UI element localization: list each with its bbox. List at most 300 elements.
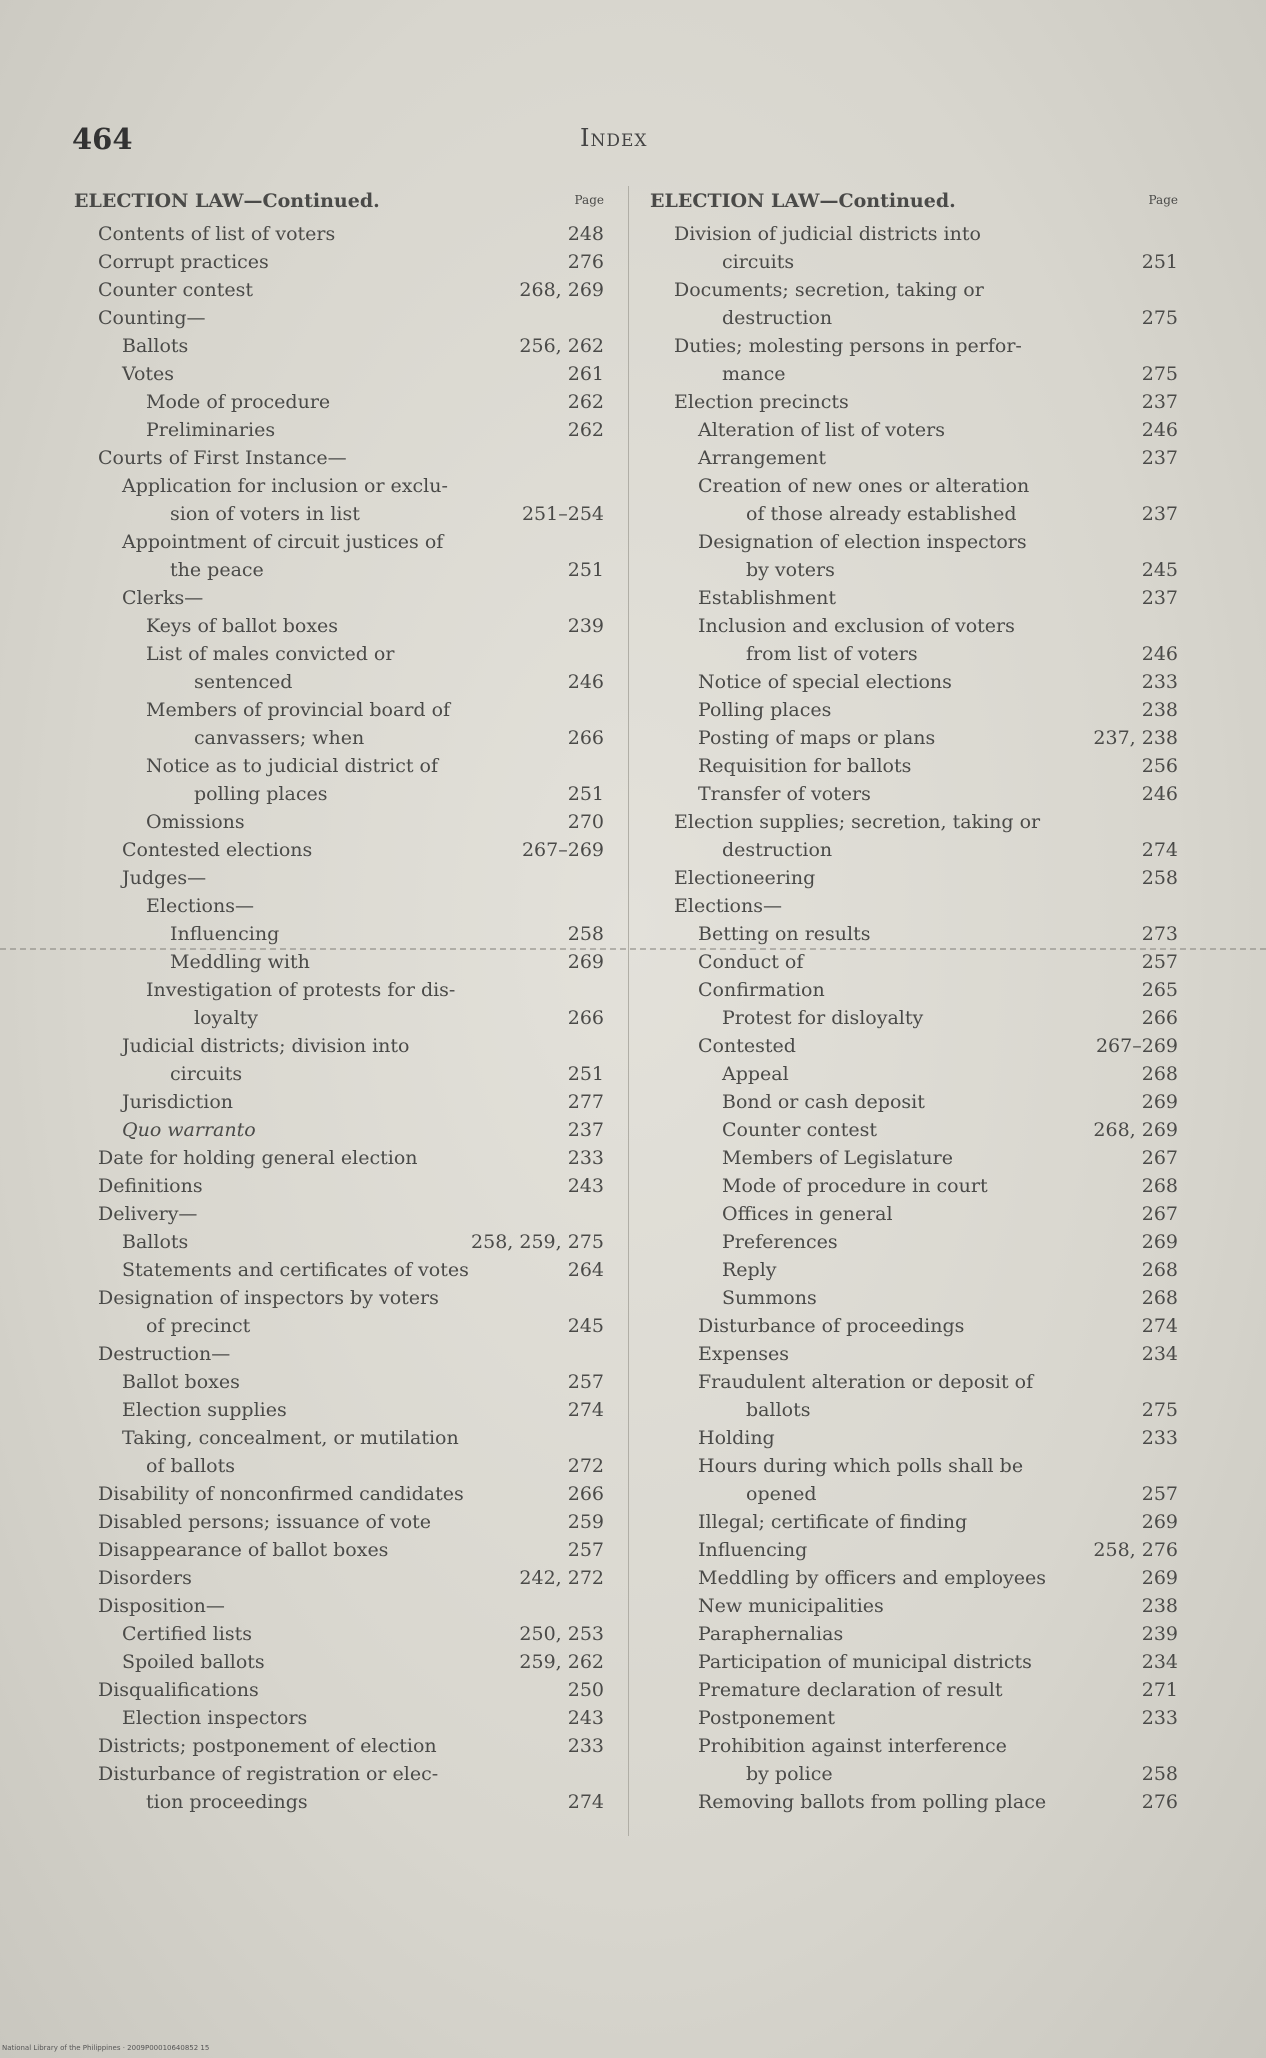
index-entry xyxy=(650,1564,1178,1592)
index-entry xyxy=(74,1060,604,1088)
index-entry-text: Appointment of circuit justices of xyxy=(122,531,444,553)
index-entry-page: 237 xyxy=(1141,587,1178,609)
index-entry-text: Election supplies xyxy=(122,1399,287,1421)
index-entry-text: Confirmation xyxy=(698,979,825,1001)
column-divider xyxy=(628,186,629,1836)
index-entry-page: 245 xyxy=(1141,559,1178,581)
index-entry-page: 250, 253 xyxy=(519,1623,604,1645)
index-entry-text: Ballots xyxy=(122,335,189,357)
index-entry-text: Requisition for ballots xyxy=(698,755,912,777)
index-entry-text: Holding xyxy=(698,1427,775,1449)
index-entry-text: Disabled persons; issuance of vote xyxy=(98,1511,432,1533)
index-entry-text: tion proceedings xyxy=(146,1791,308,1813)
index-entry xyxy=(74,1312,604,1340)
index-entry xyxy=(74,612,604,640)
index-entry xyxy=(74,1200,604,1228)
index-entry-text: New municipalities xyxy=(698,1595,884,1617)
index-entry-page: 265 xyxy=(1141,979,1178,1001)
index-entry-page: 258 xyxy=(567,923,604,945)
index-entry-text: Omissions xyxy=(146,811,245,833)
index-entry-text: by voters xyxy=(746,559,835,581)
index-entry-text: Transfer of voters xyxy=(698,783,871,805)
index-entry-page: 258 xyxy=(1141,867,1178,889)
index-entry-page: 276 xyxy=(1141,1791,1178,1813)
index-entry-text: Courts of First Instance— xyxy=(98,447,347,469)
index-entry-text: Summons xyxy=(722,1287,817,1309)
index-entry-page: 258, 276 xyxy=(1093,1539,1178,1561)
index-entry-text: Election supplies; secretion, taking or xyxy=(674,811,1041,833)
right-page-label: Page xyxy=(1148,193,1178,207)
index-entry-page: 267–269 xyxy=(521,839,604,861)
index-entry-page: 269 xyxy=(1141,1231,1178,1253)
index-entry xyxy=(650,1704,1178,1732)
index-entry-page: 267–269 xyxy=(1095,1035,1178,1057)
index-entry-page: 274 xyxy=(1141,1315,1178,1337)
index-entry-page: 238 xyxy=(1141,1595,1178,1617)
index-entry-text: Arrangement xyxy=(698,447,826,469)
index-entry xyxy=(650,1368,1178,1396)
index-entry-page: 245 xyxy=(567,1315,604,1337)
index-entry xyxy=(650,1536,1178,1564)
index-entry-text: Preferences xyxy=(722,1231,838,1253)
index-entry-text: Disturbance of proceedings xyxy=(698,1315,965,1337)
index-entry xyxy=(74,500,604,528)
index-entry xyxy=(74,1704,604,1732)
index-entry-text: List of males convicted or xyxy=(146,643,395,665)
index-entry xyxy=(74,780,604,808)
index-entry-page: 237 xyxy=(1141,503,1178,525)
index-entry xyxy=(74,416,604,444)
right-column-heading: ELECTION LAW—Continued. xyxy=(650,190,956,212)
index-entry-text: mance xyxy=(722,363,786,385)
index-entry xyxy=(650,752,1178,780)
index-entry-text: Prohibition against interference xyxy=(698,1735,1007,1757)
index-entry xyxy=(74,1592,604,1620)
index-entry xyxy=(650,1144,1178,1172)
index-entry-page: 271 xyxy=(1141,1679,1178,1701)
index-entry xyxy=(650,1228,1178,1256)
index-entry-page: 270 xyxy=(567,811,604,833)
index-entry-text: Statements and certificates of votes xyxy=(122,1259,469,1281)
index-entry xyxy=(650,556,1178,584)
index-entry-text: Removing ballots from polling place xyxy=(698,1791,1047,1813)
index-entry-text: Elections— xyxy=(146,895,254,917)
index-entry xyxy=(650,920,1178,948)
index-entry-page: 261 xyxy=(567,363,604,385)
index-entry-text: Participation of municipal districts xyxy=(698,1651,1032,1673)
index-entry-text: Conduct of xyxy=(698,951,804,973)
index-entry-text: canvassers; when xyxy=(194,727,365,749)
index-entry xyxy=(650,1620,1178,1648)
index-entry-text: Delivery— xyxy=(98,1203,198,1225)
index-entry-text: Districts; postponement of election xyxy=(98,1735,437,1757)
index-entry-page: 275 xyxy=(1141,307,1178,329)
index-entry-page: 268 xyxy=(1141,1175,1178,1197)
index-entry-page: 233 xyxy=(1141,1707,1178,1729)
index-entry xyxy=(74,304,604,332)
index-entry xyxy=(74,1480,604,1508)
index-entry xyxy=(74,1508,604,1536)
index-entry-text: Counter contest xyxy=(98,279,254,301)
index-entry-page: 266 xyxy=(567,1483,604,1505)
index-entry-page: 266 xyxy=(567,727,604,749)
index-entry-page: 251 xyxy=(567,783,604,805)
index-entry xyxy=(74,1676,604,1704)
index-entry xyxy=(74,1284,604,1312)
index-entry xyxy=(650,1340,1178,1368)
index-entry-page: 268 xyxy=(1141,1287,1178,1309)
page-number: 464 xyxy=(72,122,133,156)
index-entry-text: Votes xyxy=(122,363,175,385)
index-entry-page: 257 xyxy=(567,1539,604,1561)
index-entry-text: Election inspectors xyxy=(122,1707,308,1729)
index-entry-text: Clerks— xyxy=(122,587,204,609)
index-entry xyxy=(650,1396,1178,1424)
index-entry-text: Certified lists xyxy=(122,1623,252,1645)
index-entry xyxy=(650,1732,1178,1760)
index-entry xyxy=(650,1256,1178,1284)
index-entry-text: Protest for disloyalty xyxy=(722,1007,924,1029)
index-entry-text: Illegal; certificate of finding xyxy=(698,1511,968,1533)
index-entry-page: 233 xyxy=(1141,671,1178,693)
index-entry xyxy=(650,1592,1178,1620)
index-entry xyxy=(74,1228,604,1256)
index-entry xyxy=(74,1172,604,1200)
index-entry xyxy=(650,304,1178,332)
index-entry xyxy=(650,1788,1178,1816)
index-entry-text: Judges— xyxy=(122,867,207,889)
index-entry xyxy=(650,976,1178,1004)
index-entry-page: 243 xyxy=(567,1707,604,1729)
index-entry-text: Polling places xyxy=(698,699,832,721)
index-entry-page: 251 xyxy=(567,1063,604,1085)
index-entry xyxy=(650,892,1178,920)
index-entry-text: Contents of list of voters xyxy=(98,223,336,245)
index-entry-text: Members of provincial board of xyxy=(146,699,451,721)
index-entry xyxy=(650,696,1178,724)
index-entry-text: the peace xyxy=(170,559,264,581)
index-entry-text: Jurisdiction xyxy=(122,1091,234,1113)
index-entry-page: 237 xyxy=(1141,391,1178,413)
index-entry xyxy=(650,388,1178,416)
index-entry-text: Influencing xyxy=(698,1539,808,1561)
index-entry-text: Judicial districts; division into xyxy=(122,1035,410,1057)
index-entry xyxy=(650,1760,1178,1788)
left-column-heading-row xyxy=(74,190,604,218)
index-entry xyxy=(74,556,604,584)
index-entry xyxy=(650,1032,1178,1060)
index-entry xyxy=(650,472,1178,500)
index-entry-page: 243 xyxy=(567,1175,604,1197)
index-entry-page: 246 xyxy=(1141,643,1178,665)
index-entry-page: 268, 269 xyxy=(519,279,604,301)
index-entry-page: 238 xyxy=(1141,699,1178,721)
index-entry-page: 251–254 xyxy=(521,503,604,525)
index-entry xyxy=(74,836,604,864)
index-entry-page: 250 xyxy=(567,1679,604,1701)
index-entry xyxy=(74,1564,604,1592)
index-entry xyxy=(74,248,604,276)
index-entry xyxy=(650,500,1178,528)
index-entry-text: sion of voters in list xyxy=(170,503,360,525)
index-entry xyxy=(74,360,604,388)
index-entry-page: 233 xyxy=(567,1735,604,1757)
index-entry xyxy=(74,220,604,248)
index-entry-text: Disorders xyxy=(98,1567,192,1589)
index-entry xyxy=(74,1788,604,1816)
index-entry xyxy=(650,276,1178,304)
index-entry-text: destruction xyxy=(722,307,833,329)
index-entry xyxy=(650,360,1178,388)
index-entry-text: Disposition— xyxy=(98,1595,225,1617)
right-index-column xyxy=(650,190,1178,1816)
index-entry-page: 246 xyxy=(1141,783,1178,805)
index-entry-page: 257 xyxy=(1141,1483,1178,1505)
index-entry-text: of those already established xyxy=(746,503,1017,525)
running-head: Index xyxy=(580,124,648,152)
index-entry-text: Fraudulent alteration or deposit of xyxy=(698,1371,1034,1393)
index-entry xyxy=(650,1648,1178,1676)
index-entry xyxy=(74,1452,604,1480)
index-entry-text: Keys of ballot boxes xyxy=(146,615,339,637)
index-entry xyxy=(74,1424,604,1452)
index-entry-page: 268, 269 xyxy=(1093,1119,1178,1141)
left-entries-list xyxy=(74,220,604,1816)
index-entry-page: 258 xyxy=(1141,1763,1178,1785)
index-entry-text: Designation of inspectors by voters xyxy=(98,1287,439,1309)
index-entry xyxy=(650,808,1178,836)
index-entry xyxy=(74,1368,604,1396)
index-entry xyxy=(650,1676,1178,1704)
index-entry-page: 234 xyxy=(1141,1343,1178,1365)
index-entry xyxy=(74,1732,604,1760)
index-entry-text: Designation of election inspectors xyxy=(698,531,1027,553)
index-entry-text: opened xyxy=(746,1483,817,1505)
index-entry-text: of precinct xyxy=(146,1315,251,1337)
index-entry-page: 272 xyxy=(567,1455,604,1477)
index-entry xyxy=(650,444,1178,472)
index-entry-page: 274 xyxy=(1141,839,1178,861)
index-entry xyxy=(74,388,604,416)
index-entry-text: Disqualifications xyxy=(98,1679,259,1701)
index-entry-text: Expenses xyxy=(698,1343,789,1365)
index-entry-text: Elections— xyxy=(674,895,782,917)
index-entry-text: Offices in general xyxy=(722,1203,893,1225)
index-entry-text: circuits xyxy=(722,251,795,273)
index-entry-page: 256 xyxy=(1141,755,1178,777)
index-entry-text: Mode of procedure xyxy=(146,391,331,413)
left-index-column xyxy=(74,190,604,1816)
right-column-heading-row xyxy=(650,190,1178,218)
index-entry-text: Quo warranto xyxy=(122,1119,256,1141)
index-entry xyxy=(74,1396,604,1424)
index-entry xyxy=(74,444,604,472)
index-entry-page: 269 xyxy=(1141,1511,1178,1533)
index-entry-text: Destruction— xyxy=(98,1343,231,1365)
index-entry-text: Premature declaration of result xyxy=(698,1679,1003,1701)
index-entry-page: 234 xyxy=(1141,1651,1178,1673)
index-entry-text: Posting of maps or plans xyxy=(698,727,936,749)
index-entry-text: Election precincts xyxy=(674,391,849,413)
index-entry-page: 259, 262 xyxy=(519,1651,604,1673)
index-entry xyxy=(650,220,1178,248)
index-entry xyxy=(74,920,604,948)
index-entry xyxy=(650,724,1178,752)
index-entry-page: 274 xyxy=(567,1399,604,1421)
index-entry-page: 258, 259, 275 xyxy=(471,1231,604,1253)
index-entry xyxy=(650,836,1178,864)
index-entry-page: 237, 238 xyxy=(1093,727,1178,749)
left-page-label: Page xyxy=(574,193,604,207)
index-entry xyxy=(74,472,604,500)
index-entry xyxy=(650,1452,1178,1480)
index-entry-text: loyalty xyxy=(194,1007,259,1029)
index-entry-page: 233 xyxy=(567,1147,604,1169)
page-crease xyxy=(0,948,1266,956)
index-entry xyxy=(650,1060,1178,1088)
index-entry-text: by police xyxy=(746,1763,833,1785)
index-entry-text: polling places xyxy=(194,783,328,805)
index-entry-text: Counter contest xyxy=(722,1119,878,1141)
index-entry xyxy=(74,640,604,668)
index-entry-page: 237 xyxy=(1141,447,1178,469)
index-entry-page: 267 xyxy=(1141,1203,1178,1225)
index-entry-text: Corrupt practices xyxy=(98,251,269,273)
index-entry xyxy=(650,528,1178,556)
index-entry xyxy=(74,528,604,556)
index-entry xyxy=(650,1312,1178,1340)
index-entry xyxy=(650,416,1178,444)
index-entry-text: Betting on results xyxy=(698,923,871,945)
index-entry-text: Disability of nonconfirmed candidates xyxy=(98,1483,464,1505)
index-entry-page: 239 xyxy=(1141,1623,1178,1645)
index-entry xyxy=(650,248,1178,276)
index-entry-page: 256, 262 xyxy=(519,335,604,357)
index-entry-text: Inclusion and exclusion of voters xyxy=(698,615,1015,637)
index-entry xyxy=(74,1088,604,1116)
index-entry xyxy=(74,1648,604,1676)
index-entry xyxy=(650,1116,1178,1144)
index-entry-page: 273 xyxy=(1141,923,1178,945)
index-entry xyxy=(650,780,1178,808)
index-entry-page: 262 xyxy=(567,419,604,441)
index-entry-page: 269 xyxy=(1141,1091,1178,1113)
index-entry-text: Appeal xyxy=(722,1063,789,1085)
index-entry xyxy=(74,1620,604,1648)
index-entry-text: Spoiled ballots xyxy=(122,1651,265,1673)
index-entry-text: Ballot boxes xyxy=(122,1371,240,1393)
index-entry xyxy=(74,332,604,360)
index-entry xyxy=(650,1508,1178,1536)
index-entry-page: 277 xyxy=(567,1091,604,1113)
index-entry-text: of ballots xyxy=(146,1455,235,1477)
index-entry-text: Postponement xyxy=(698,1707,836,1729)
index-entry xyxy=(650,1172,1178,1200)
index-entry-text: Influencing xyxy=(170,923,280,945)
index-entry-page: 269 xyxy=(1141,1567,1178,1589)
index-entry xyxy=(74,1144,604,1172)
index-entry-text: Counting— xyxy=(98,307,206,329)
index-entry xyxy=(74,1004,604,1032)
scan-footer: National Library of the Philippines · 2009P00010640852 15 xyxy=(2,2044,210,2052)
index-entry-page: 266 xyxy=(567,1007,604,1029)
index-entry-text: Preliminaries xyxy=(146,419,276,441)
index-entry-text: Bond or cash deposit xyxy=(722,1091,925,1113)
index-entry xyxy=(650,640,1178,668)
index-entry-page: 259 xyxy=(567,1511,604,1533)
index-entry xyxy=(74,1032,604,1060)
index-entry xyxy=(650,668,1178,696)
index-entry xyxy=(74,1256,604,1284)
index-entry-page: 251 xyxy=(567,559,604,581)
right-entries-list xyxy=(650,220,1178,1816)
index-entry-page: 269 xyxy=(567,951,604,973)
index-entry-text: Application for inclusion or exclu- xyxy=(122,475,448,497)
index-entry-page: 237 xyxy=(567,1119,604,1141)
index-entry xyxy=(650,1004,1178,1032)
index-entry-page: 274 xyxy=(567,1791,604,1813)
index-entry-text: circuits xyxy=(170,1063,243,1085)
index-entry xyxy=(74,892,604,920)
index-entry-page: 248 xyxy=(567,223,604,245)
index-entry-text: Creation of new ones or alteration xyxy=(698,475,1030,497)
index-entry-page: 266 xyxy=(1141,1007,1178,1029)
index-entry-text: Mode of procedure in court xyxy=(722,1175,988,1197)
index-entry-text: Notice as to judicial district of xyxy=(146,755,439,777)
index-entry-text: Division of judicial districts into xyxy=(674,223,981,245)
index-entry-page: 257 xyxy=(1141,951,1178,973)
index-entry-text: Paraphernalias xyxy=(698,1623,844,1645)
index-entry xyxy=(650,584,1178,612)
index-entry-page: 242, 272 xyxy=(519,1567,604,1589)
index-entry-text: Reply xyxy=(722,1259,777,1281)
index-entry-text: Hours during which polls shall be xyxy=(698,1455,1024,1477)
index-entry-page: 251 xyxy=(1141,251,1178,273)
index-entry-page: 268 xyxy=(1141,1259,1178,1281)
index-entry xyxy=(650,1480,1178,1508)
index-entry-text: Disappearance of ballot boxes xyxy=(98,1539,389,1561)
index-entry-text: Establishment xyxy=(698,587,837,609)
index-entry xyxy=(74,976,604,1004)
index-entry xyxy=(74,584,604,612)
index-entry-text: ballots xyxy=(746,1399,811,1421)
index-entry xyxy=(650,1088,1178,1116)
index-entry-page: 262 xyxy=(567,391,604,413)
index-entry-page: 268 xyxy=(1141,1063,1178,1085)
index-entry-page: 275 xyxy=(1141,1399,1178,1421)
index-entry-text: destruction xyxy=(722,839,833,861)
index-entry-page: 246 xyxy=(567,671,604,693)
index-entry-text: Date for holding general election xyxy=(98,1147,418,1169)
index-entry-page: 264 xyxy=(567,1259,604,1281)
index-entry xyxy=(74,864,604,892)
index-entry-text: Meddling by officers and employees xyxy=(698,1567,1047,1589)
index-entry-text: Contested elections xyxy=(122,839,313,861)
index-entry xyxy=(74,724,604,752)
index-entry-page: 276 xyxy=(567,251,604,273)
index-entry xyxy=(650,864,1178,892)
index-entry xyxy=(650,612,1178,640)
index-entry-text: Meddling with xyxy=(170,951,310,973)
index-entry-text: Electioneering xyxy=(674,867,816,889)
index-entry-text: sentenced xyxy=(194,671,293,693)
index-entry xyxy=(650,1284,1178,1312)
index-entry-page: 246 xyxy=(1141,419,1178,441)
index-entry-text: Notice of special elections xyxy=(698,671,952,693)
index-entry-page: 267 xyxy=(1141,1147,1178,1169)
index-entry xyxy=(74,276,604,304)
index-entry-text: Members of Legislature xyxy=(722,1147,953,1169)
